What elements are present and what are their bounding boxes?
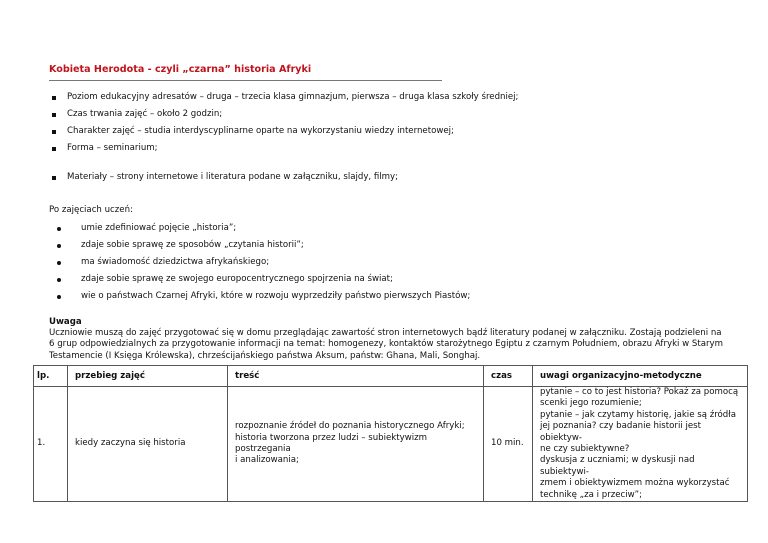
outcome-bullet bbox=[57, 295, 61, 299]
outcome-bullet bbox=[57, 227, 61, 231]
cell-course: kiedy zaczyna się historia bbox=[68, 387, 228, 502]
note-title: Uwaga bbox=[49, 317, 82, 327]
header-lp: lp. bbox=[34, 366, 68, 387]
bullet-marker bbox=[52, 96, 56, 100]
document-title: Kobieta Herodota - czyli „czarna” historia Afryki bbox=[49, 64, 312, 75]
cell-time: 10 min. bbox=[484, 387, 533, 502]
outcome-bullet bbox=[57, 261, 61, 265]
bullet-duration: Czas trwania zajęć – około 2 godzin; bbox=[67, 109, 223, 119]
bullet-form: Forma – seminarium; bbox=[67, 143, 158, 153]
note-block bbox=[49, 317, 725, 362]
header-time: czas bbox=[484, 366, 533, 387]
outcome-bullet bbox=[57, 244, 61, 248]
note-text: Uczniowie muszą do zajęć przygotować się w domu przeglądając zawartość stron internetowych bądź literatury podanej w załączniku. Zostają podzieleni na 6 grup odpowiedzialnych za przygotowanie informacji na temat: homogenezy, kontaktów starożytnego Egiptu z czarnym Południem, obrazu Afryki w Starym Testamencie (I Księga Królewska), chrześcijańskiego państwa Aksum, państw: Ghana, Mali, Songhaj. bbox=[49, 328, 724, 361]
table-row bbox=[34, 387, 748, 502]
bullet-materials: Materiały – strony internetowe i literatura podane w załączniku, slajdy, filmy; bbox=[67, 172, 399, 182]
outcome-item: zdaje sobie sprawę ze swojego europocentrycznego spojrzenia na świat; bbox=[81, 274, 393, 284]
outcome-item: ma świadomość dziedzictwa afrykańskiego; bbox=[81, 257, 270, 267]
lesson-plan-table bbox=[33, 365, 748, 502]
outcomes-intro: Po zajęciach uczeń: bbox=[49, 205, 133, 215]
bullet-marker bbox=[52, 130, 56, 134]
outcome-item: zdaje sobie sprawę ze sposobów „czytania historii”; bbox=[81, 240, 304, 250]
outcome-item: umie zdefiniować pojęcie „historia”; bbox=[81, 223, 237, 233]
bullet-marker bbox=[52, 176, 56, 180]
bullet-marker bbox=[52, 113, 56, 117]
bullet-education-level: Poziom edukacyjny adresatów – druga – trzecia klasa gimnazjum, pierwsza – druga klasa szkoły średniej; bbox=[67, 92, 519, 102]
cell-remarks: pytanie – co to jest historia? Pokaż za pomocą scenki jego rozumienie; pytanie – jak czytamy historię, jakie są źródła jej poznania? czy badanie historii jest obiektyw- ne czy subiektywne? dyskusja z uczniami; w dyskusji nad subiektywi- zmem i obiektywizmem można wykorzystać technikę „za i przeciw”; bbox=[533, 387, 748, 502]
cell-content: rozpoznanie źródeł do poznania historycznego Afryki; historia tworzona przez ludzi – subiektywizm postrzegania i analizowania; bbox=[228, 387, 484, 502]
bullet-character: Charakter zajęć – studia interdyscyplinarne oparte na wykorzystaniu wiedzy internetowej; bbox=[67, 126, 454, 136]
title-underline bbox=[49, 80, 442, 81]
table-header-row bbox=[34, 366, 748, 387]
header-remarks: uwagi organizacyjno-metodyczne bbox=[533, 366, 748, 387]
header-course: przebieg zajęć bbox=[68, 366, 228, 387]
cell-lp: 1. bbox=[34, 387, 68, 502]
bullet-marker bbox=[52, 147, 56, 151]
outcome-item: wie o państwach Czarnej Afryki, które w rozwoju wyprzedziły państwo pierwszych Piastów; bbox=[81, 291, 471, 301]
outcome-bullet bbox=[57, 278, 61, 282]
header-content: treść bbox=[228, 366, 484, 387]
